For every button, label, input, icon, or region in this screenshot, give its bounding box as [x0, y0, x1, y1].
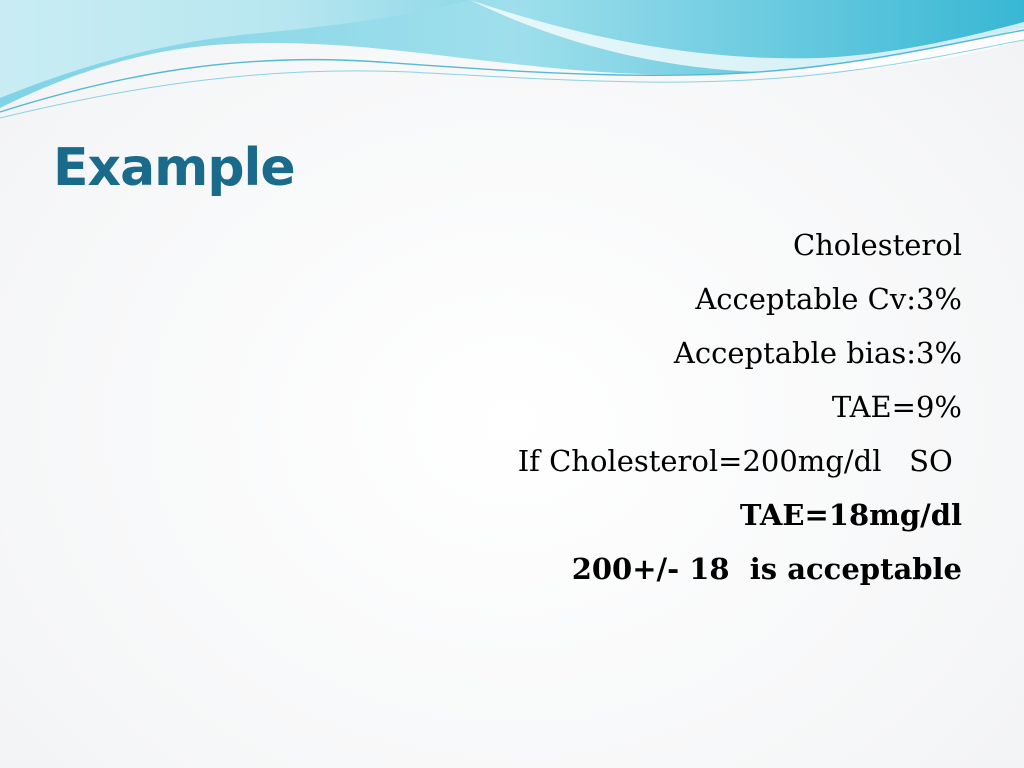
slide-title: Example [53, 138, 295, 198]
content-line-tae-mg: TAE=18mg/dl [739, 498, 962, 532]
content-line-tae-percent: TAE=9% [831, 390, 962, 424]
content-line-acceptable-bias: Acceptable bias:3% [673, 336, 962, 370]
content-line-if-cholesterol: If Cholesterol=200mg/dl SO [517, 444, 962, 478]
content-lines [242, 218, 962, 596]
content-line-acceptable-cv: Acceptable Cv:3% [695, 282, 962, 316]
content-line-cholesterol: Cholesterol [792, 228, 962, 262]
header-wave-decoration [0, 0, 1024, 130]
content-line-acceptable-range: 200+/- 18 is acceptable [571, 552, 962, 586]
